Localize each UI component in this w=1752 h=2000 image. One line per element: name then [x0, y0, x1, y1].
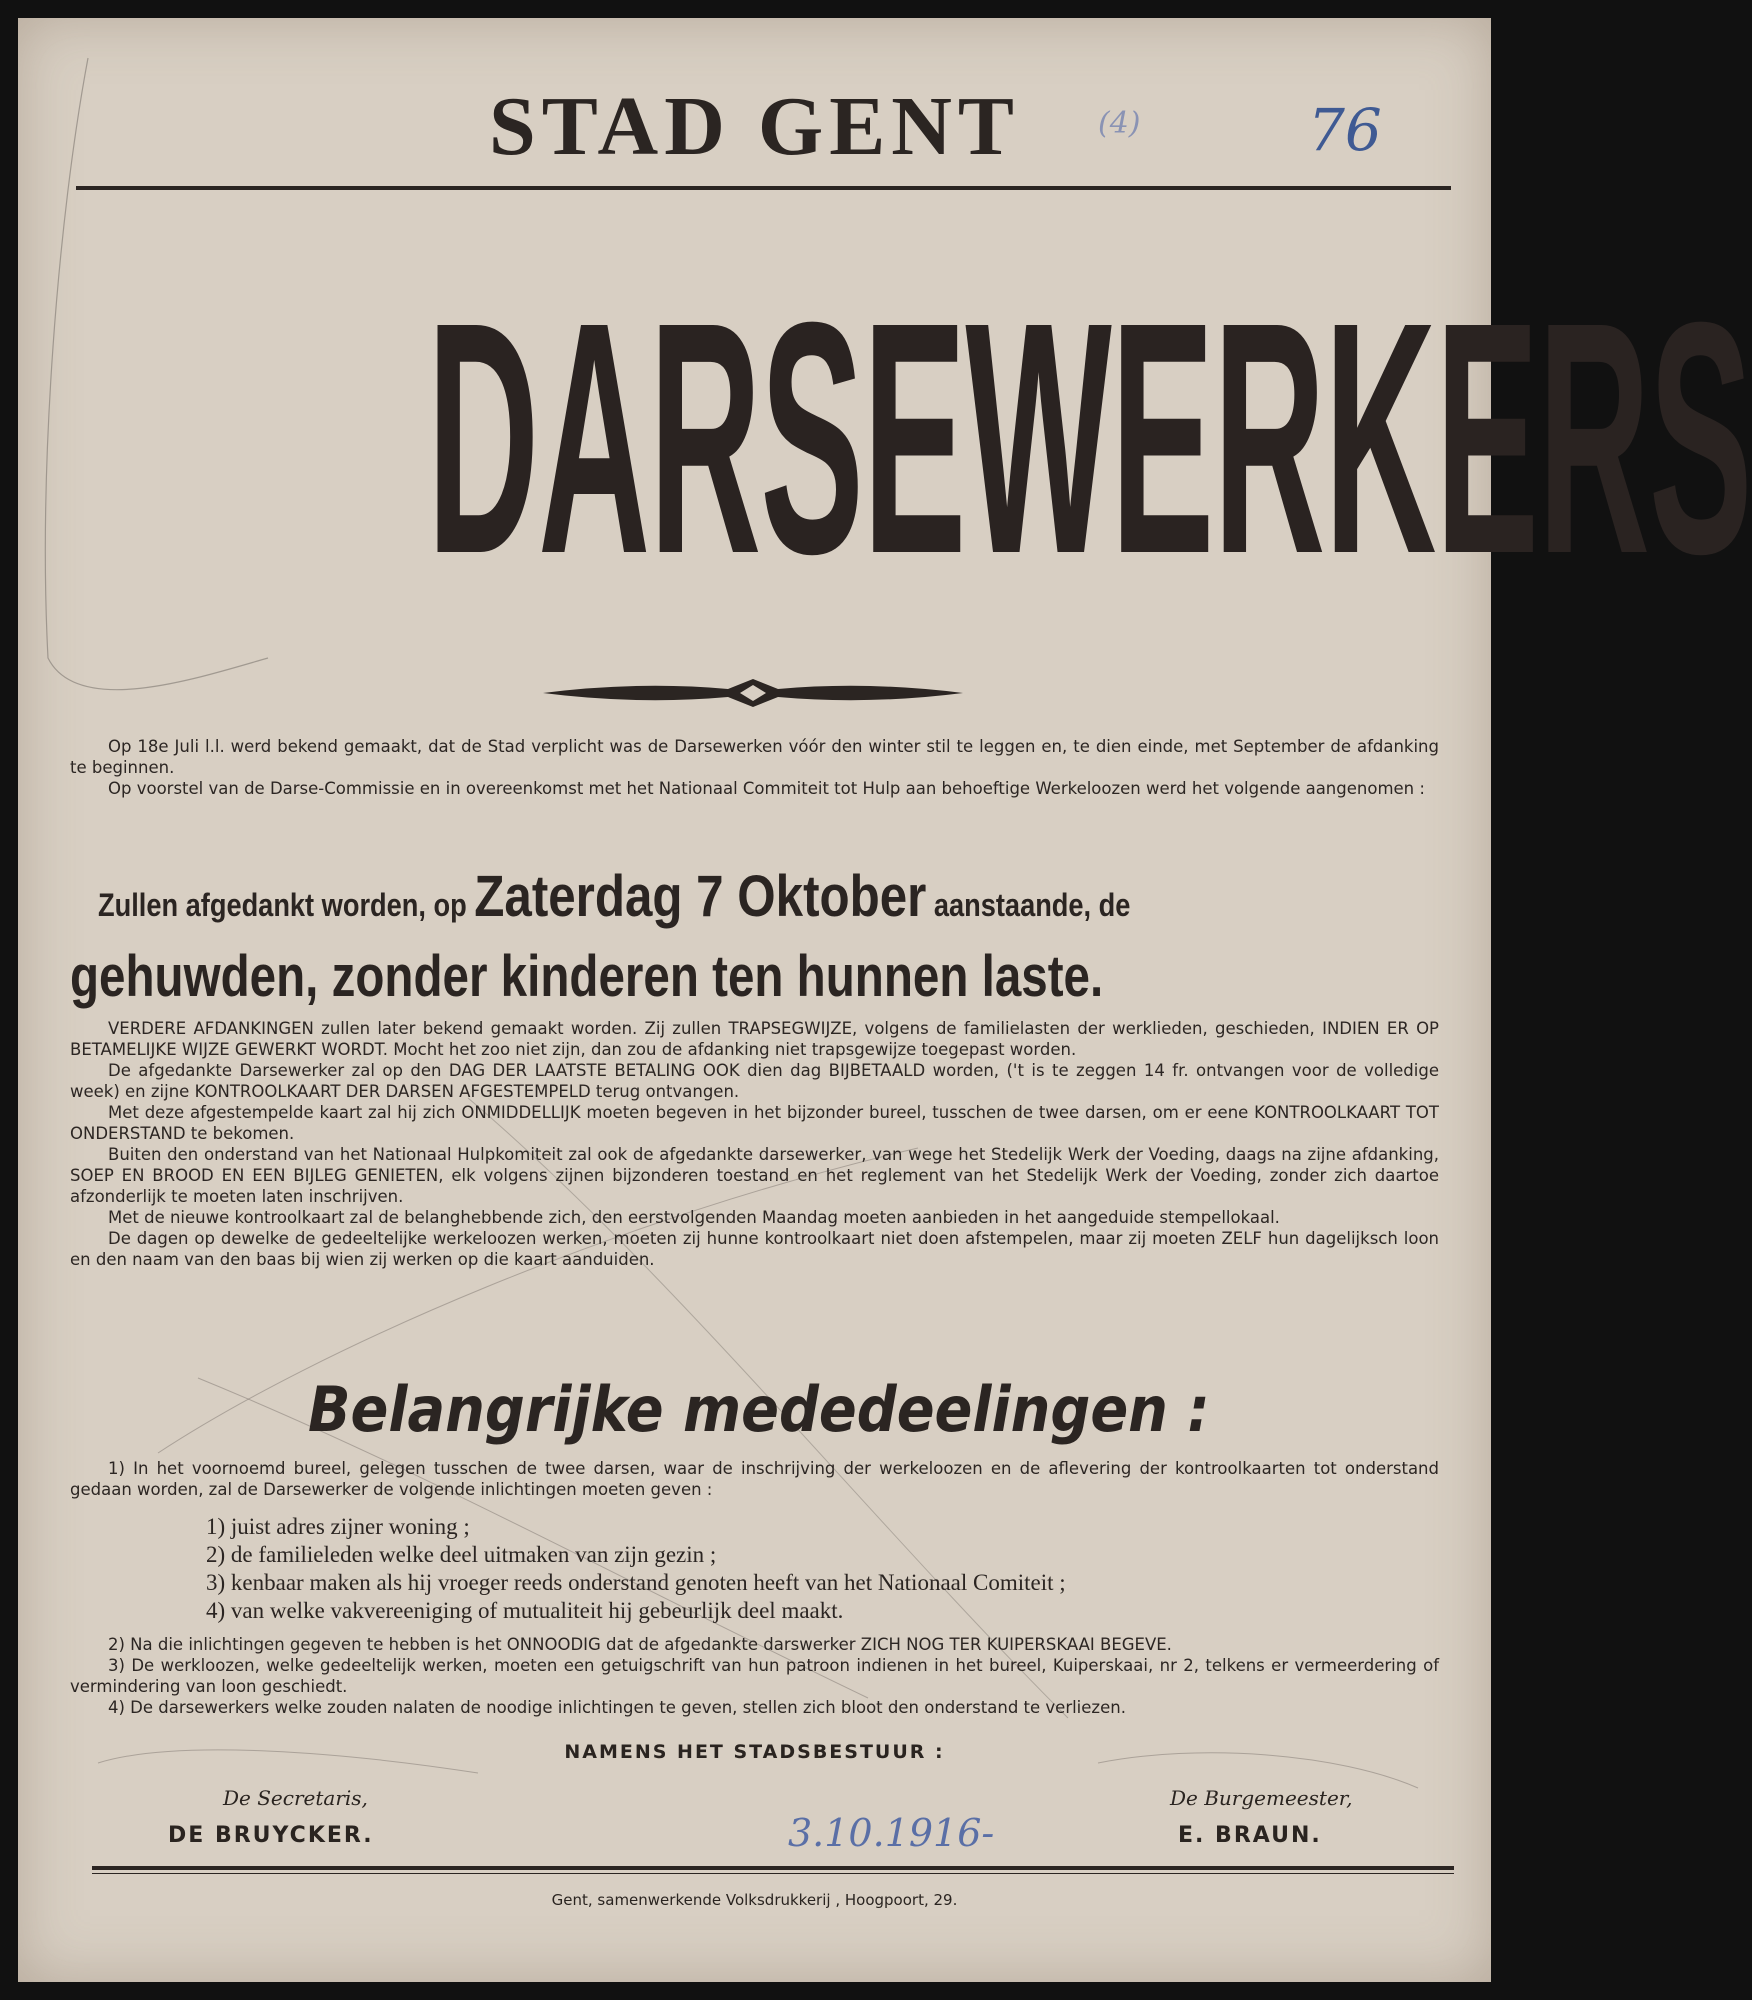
main-title: DARSEWERKERS [427, 253, 1752, 622]
details-paragraph: VERDERE AFDANKINGEN zullen later bekend gemaakt worden. Zij zullen TRAPSEGWIJZE, volgens de familielasten der werklieden, geschieden, INDIEN ER OP BETAMELIJKE WIJZE GEWERKT WORDT. Mocht het zoo niet zijn, dan zou de afdanking niet trapsgewijze toegepast worden. [70, 1019, 1439, 1059]
details-text [70, 1018, 1439, 1270]
bottom-rule [92, 1866, 1454, 1870]
intro-paragraph-1: Op 18e Juli l.l. werd bekend gemaakt, dat de Stad verplicht was de Darsewerken vóór den winter stil te leggen en, te dien einde, met September de afdanking te beginnen. [70, 737, 1439, 777]
mayor-name: E. BRAUN. [1178, 1823, 1322, 1848]
details-paragraph: De dagen op dewelke de gedeeltelijke werkeloozen werken, moeten zij hunne kontroolkaart niet doen afstempelen, maar zij moeten ZELF hun dagelijksch loon en den naam van den baas bij wien zij werken op die kaart aanduiden. [70, 1229, 1439, 1269]
notice-item-4: 4) De darsewerkers welke zouden nalaten de noodige inlichtingen te geven, stellen zich bloot den onderstand te verliezen. [108, 1698, 1126, 1717]
sublist-item: 1) juist adres zijner woning ; [206, 1514, 470, 1539]
intro-text [70, 736, 1439, 799]
sublist-item: 4) van welke vakvereeniging of mutualiteit hij gebeurlijk deel maakt. [206, 1598, 844, 1623]
notices-heading: Belangrijke mededeelingen : [308, 1373, 1210, 1446]
notice-sublist [206, 1513, 1066, 1625]
bottom-rule-thin [92, 1873, 1454, 1874]
top-rule [76, 186, 1451, 190]
notice-text: 1) In het voornoemd bureel, gelegen tusschen de twee darsen, waar de inschrijving der werkeloozen en de aflevering der kontroolkaarten tot onderstand gedaan worden, zal de Darsewerker de volgende inlichtingen moeten geven : [70, 1459, 1439, 1499]
annotation-note-left: (4) [1098, 106, 1141, 141]
notice-item-2: 2) Na die inlichtingen gegeven te hebben is het ONNOODIG dat de afgedankte darswerker ZICH NOG TER KUIPERSKAAI BEGEVE. [108, 1635, 1172, 1654]
printer-footer: Gent, samenwerkende Volksdrukkerij , Hoogpoort, 29. [551, 1891, 958, 1909]
details-paragraph: Met de nieuwe kontroolkaart zal de belanghebbende zich, den eerstvolgenden Maandag moeten aanbieden in het aangeduide stempellokaal. [108, 1208, 1280, 1227]
secretary-title: De Secretaris, [223, 1786, 368, 1810]
city-heading: STAD GENT [489, 80, 1020, 173]
details-paragraph: Buiten den onderstand van het Nationaal Hulpkomiteit zal ook de afgedankte darsewerker, van wege het Stedelijk Werk der Voeding, daags na zijne afdanking, SOEP EN BROOD EN EEN BIJLEG GENIETEN, elk volgens zijnen bijzonderen toestand en het reglement van het Stedelijk Werk der Voeding, zonder zich daartoe afzonderlijk te moeten laten inschrijven. [70, 1145, 1439, 1206]
announcement-line-2: gehuwden, zonder kinderen ten hunnen laste. [70, 944, 1104, 1009]
mayor-title: De Burgemeester, [1170, 1786, 1353, 1810]
details-paragraph: Met deze afgestempelde kaart zal hij zich ONMIDDELLIJK moeten begeven in het bijzonder bureel, tusschen de twee darsen, om er eene KONTROOLKAART TOT ONDERSTAND te bekomen. [70, 1103, 1439, 1143]
notice-item-1 [70, 1458, 1439, 1500]
namens-heading: NAMENS HET STADSBESTUUR : [564, 1741, 945, 1763]
intro-paragraph-2: Op voorstel van de Darse-Commissie en in overeenkomst met het Nationaal Commiteit tot Hulp aan behoeftige Werkeloozen werd het volgende aangenomen : [108, 779, 1425, 798]
poster [18, 18, 1752, 1982]
announcement-part-2: aanstaande, de [926, 887, 1131, 923]
secretary-name: DE BRUYCKER. [168, 1823, 374, 1848]
date-stamp: 3.10.1916- [788, 1811, 995, 1855]
announcement-line-1 [98, 863, 1421, 930]
notice-item-3: 3) De werkloozen, welke gedeeltelijk werken, moeten een getuigschrift van hun patroon indienen in het bureel, Kuiperskaai, nr 2, telkens er vermeerdering of vermindering van loon geschiedt. [70, 1656, 1439, 1696]
announcement-date: Zaterdag 7 Oktober [474, 864, 927, 929]
details-paragraph: De afgedankte Darsewerker zal op den DAG DER LAATSTE BETALING OOK dien dag BIJBETAALD worden, ('t is te zeggen 14 fr. ontvangen voor de volledige week) en zijne KONTROOLKAART DER DARSEN AFGESTEMPELD terug ontvangen. [70, 1061, 1439, 1101]
sublist-item: 3) kenbaar maken als hij vroeger reeds onderstand genoten heeft van het Nationaal Comiteit ; [206, 1570, 1066, 1595]
sublist-item: 2) de familieleden welke deel uitmaken van zijn gezin ; [206, 1542, 717, 1567]
annotation-number: 76 [1308, 96, 1382, 164]
notice-items-rest [70, 1634, 1439, 1718]
ornament-divider [538, 673, 968, 713]
announcement-part-1: Zullen afgedankt worden, op [98, 887, 475, 923]
